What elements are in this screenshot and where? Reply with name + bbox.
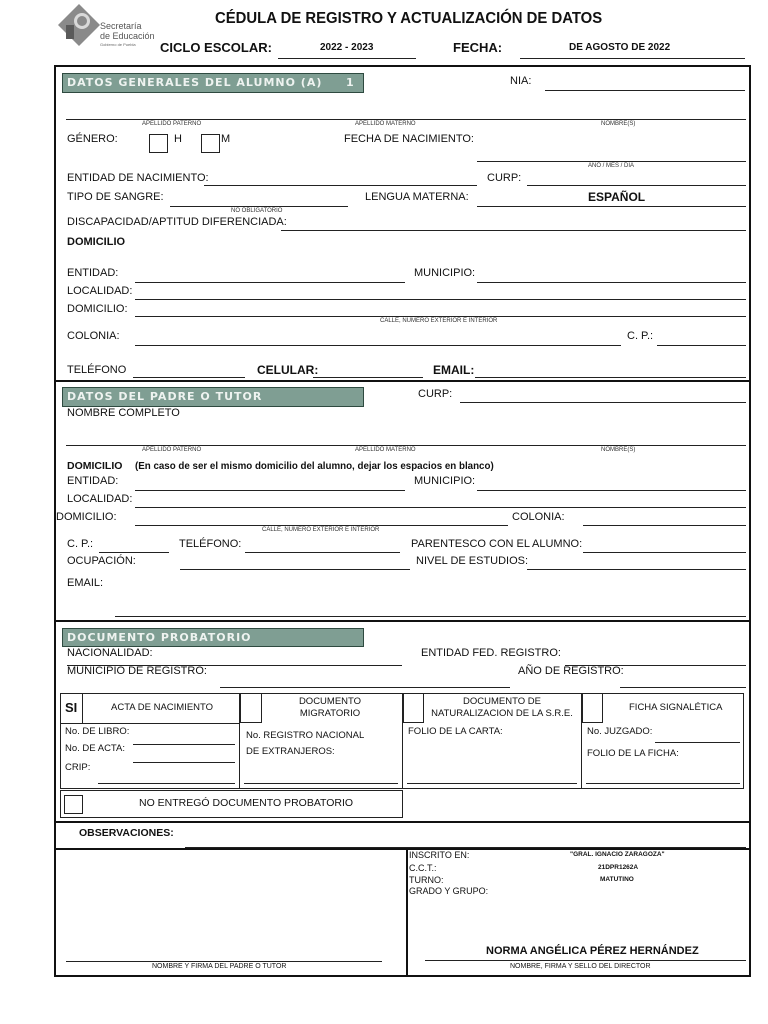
lengua-label: LENGUA MATERNA:	[365, 191, 469, 203]
registro-nac-label: No. REGISTRO NACIONAL	[246, 730, 365, 741]
libro-label: No. DE LIBRO:	[65, 726, 130, 737]
acta-label: ACTA DE NACIMIENTO	[111, 702, 214, 713]
alumno-cp-label: C. P.:	[627, 330, 654, 342]
tutor-calle-hint: CALLE, NUMERO EXTERIOR E INTERIOR	[262, 527, 380, 533]
cct-label: C.C.T.:	[409, 863, 437, 873]
parentesco-label: PARENTESCO CON EL ALUMNO:	[411, 538, 583, 550]
form-title: CÉDULA DE REGISTRO Y ACTUALIZACIÓN DE DATOS	[215, 10, 603, 27]
tutor-name-field[interactable]	[66, 445, 746, 446]
nivel-estudios-field[interactable]	[527, 569, 746, 570]
tutor-email-label: EMAIL:	[67, 577, 104, 589]
lengua-value[interactable]: ESPAÑOL	[588, 190, 646, 204]
no-entrego-label: NO ENTREGÓ DOCUMENTO PROBATORIO	[139, 797, 354, 809]
extranjeros-label: DE EXTRANJEROS:	[246, 746, 335, 757]
alumno-entidad-label: ENTIDAD:	[67, 267, 119, 279]
genero-label: GÉNERO:	[67, 133, 118, 145]
org-name-line3: Gobierno de Puebla	[100, 42, 136, 47]
alumno-email-field[interactable]	[475, 377, 746, 378]
tutor-cp-label: C. P.:	[67, 538, 94, 550]
alumno-localidad-label: LOCALIDAD:	[67, 285, 133, 297]
tutor-curp-field[interactable]	[460, 402, 746, 403]
libro-field[interactable]	[133, 744, 235, 745]
seal-icon	[56, 3, 102, 47]
entidad-nac-label: ENTIDAD DE NACIMIENTO:	[67, 172, 209, 184]
section-alumno-title: DATOS GENERALES DEL ALUMNO (A)	[67, 76, 323, 89]
entidad-fed-field[interactable]	[565, 665, 746, 666]
alumno-curp-field[interactable]	[527, 185, 746, 186]
tutor-localidad-label: LOCALIDAD:	[67, 493, 133, 505]
nia-field[interactable]	[545, 90, 745, 91]
registro-nac-field[interactable]	[244, 783, 398, 784]
firma-padre-line[interactable]	[66, 961, 382, 962]
no-obligatorio-hint: NO OBLIGATORIO	[231, 208, 283, 214]
doc-grid-header-line-1	[60, 723, 239, 724]
sep-logo	[56, 3, 102, 47]
entidad-nac-field[interactable]	[204, 185, 477, 186]
tutor-municipio-label: MUNICIPIO:	[414, 475, 476, 487]
divider-tutor-documento	[54, 620, 751, 622]
doc-grid-divider-si	[82, 693, 83, 723]
tutor-colonia-field[interactable]	[583, 525, 746, 526]
migratorio-label: DOCUMENTO MIGRATORIO	[298, 696, 362, 719]
genero-m-label: M	[221, 133, 231, 145]
org-name-line2: de Educación	[100, 31, 155, 41]
tutor-email-field[interactable]	[115, 616, 746, 617]
director-name: NORMA ANGÉLICA PÉREZ HERNÁNDEZ	[486, 945, 699, 957]
genero-h-label: H	[174, 133, 182, 145]
alumno-email-label: EMAIL:	[433, 363, 475, 377]
alumno-colonia-label: COLONIA:	[67, 330, 120, 342]
acta-no-label: No. DE ACTA:	[65, 743, 126, 754]
crip-label: CRIP:	[65, 762, 91, 773]
alumno-cp-field[interactable]	[657, 345, 746, 346]
alumno-telefono-field[interactable]	[133, 377, 245, 378]
naturalizacion-label: DOCUMENTO DE NATURALIZACION DE LA S.R.E.	[431, 696, 573, 719]
tutor-apellido-paterno-hint: APELLIDO PATERNO	[142, 447, 202, 453]
section-alumno-number: 1	[346, 76, 355, 89]
ficha-label: FICHA SIGNALÉTICA	[629, 702, 723, 713]
divider-documento-observaciones	[54, 821, 751, 823]
entidad-fed-label: ENTIDAD FED. REGISTRO:	[421, 647, 561, 659]
frame-bottom	[54, 975, 751, 977]
genero-m-checkbox[interactable]	[201, 134, 220, 153]
tutor-nombre-label: NOMBRE COMPLETO	[67, 407, 180, 419]
tutor-municipio-field[interactable]	[477, 490, 746, 491]
acta-no-field[interactable]	[133, 762, 235, 763]
alumno-calle-hint: CALLE, NUMERO EXTERIOR E INTERIOR	[380, 318, 498, 324]
nivel-estudios-label: NIVEL DE ESTUDIOS:	[416, 555, 529, 567]
folio-carta-field[interactable]	[407, 783, 577, 784]
frame-top	[54, 65, 751, 67]
firma-padre-label: NOMBRE Y FIRMA DEL PADRE O TUTOR	[152, 963, 287, 970]
tutor-entidad-label: ENTIDAD:	[67, 475, 119, 487]
alumno-domicilio-label: DOMICILIO:	[67, 303, 128, 315]
juzgado-label: No. JUZGADO:	[587, 726, 653, 737]
section-documento-header: DOCUMENTO PROBATORIO	[62, 628, 364, 647]
tutor-colonia-label: COLONIA:	[512, 511, 565, 523]
tutor-apellido-materno-hint: APELLIDO MATERNO	[355, 447, 416, 453]
alumno-celular-field[interactable]	[313, 377, 423, 378]
genero-h-checkbox[interactable]	[149, 134, 168, 153]
alumno-telefono-label: TELÉFONO	[67, 364, 127, 376]
anio-reg-field[interactable]	[620, 687, 746, 688]
fecha-nac-field[interactable]	[477, 161, 746, 162]
tutor-entidad-field[interactable]	[135, 490, 405, 491]
naturalizacion-checkbox[interactable]	[403, 693, 424, 723]
frame-right	[749, 65, 751, 977]
nacionalidad-label: NACIONALIDAD:	[67, 647, 153, 659]
firma-director-line[interactable]	[425, 960, 746, 961]
inscrito-label: INSCRITO EN:	[409, 850, 470, 860]
cct-value: 21DPR1262A	[598, 864, 639, 871]
fecha-value[interactable]: DE AGOSTO DE 2022	[569, 42, 671, 53]
ocupacion-field[interactable]	[180, 569, 410, 570]
fecha-line	[520, 58, 745, 59]
alumno-municipio-label: MUNICIPIO:	[414, 267, 476, 279]
sangre-field[interactable]	[170, 206, 348, 207]
no-entrego-checkbox[interactable]	[64, 795, 83, 814]
ocupacion-label: OCUPACIÓN:	[67, 555, 136, 567]
anio-reg-label: AÑO DE REGISTRO:	[518, 665, 624, 677]
inscrito-value: "GRAL. IGNACIO ZARAGOZA"	[570, 851, 665, 858]
alumno-name-field[interactable]	[66, 119, 746, 120]
ficha-checkbox[interactable]	[582, 693, 603, 723]
alumno-domicilio-field[interactable]	[135, 316, 746, 317]
alumno-curp-label: CURP:	[487, 172, 522, 184]
tutor-domicilio-field[interactable]	[135, 525, 508, 526]
firmas-divider	[406, 848, 408, 977]
alumno-localidad-field[interactable]	[135, 299, 746, 300]
alumno-entidad-field[interactable]	[135, 282, 405, 283]
alumno-nombres-hint: NOMBRE(S)	[601, 121, 636, 127]
divider-alumno-tutor	[54, 380, 751, 382]
folio-ficha-label: FOLIO DE LA FICHA:	[587, 748, 679, 759]
ciclo-label: CICLO ESCOLAR:	[160, 40, 272, 55]
alumno-colonia-field[interactable]	[135, 345, 621, 346]
tutor-localidad-field[interactable]	[135, 507, 746, 508]
tutor-domicilio-label: DOMICILIO:	[56, 511, 117, 523]
municipio-reg-label: MUNICIPIO DE REGISTRO:	[67, 665, 207, 677]
tutor-cp-field[interactable]	[99, 552, 169, 553]
alumno-apellido-paterno-hint: APELLIDO PATERNO	[142, 121, 202, 127]
alumno-domicilio-title: DOMICILIO	[67, 236, 126, 248]
lengua-field	[477, 206, 746, 207]
discapacidad-label: DISCAPACIDAD/APTITUD DIFERENCIADA:	[67, 216, 287, 228]
tutor-domicilio-title: DOMICILIO	[67, 460, 123, 472]
tutor-nombres-hint: NOMBRE(S)	[601, 447, 636, 453]
juzgado-field[interactable]	[655, 742, 740, 743]
ciclo-value[interactable]: 2022 - 2023	[320, 42, 374, 53]
nacionalidad-field[interactable]	[67, 665, 402, 666]
fecha-nac-label: FECHA DE NACIMIENTO:	[344, 133, 474, 145]
tutor-domicilio-note: (En caso de ser el mismo domicilio del alumno, dejar los espacios en blanco)	[135, 460, 494, 472]
sangre-label: TIPO DE SANGRE:	[67, 191, 164, 203]
folio-ficha-field[interactable]	[586, 783, 740, 784]
org-name-line1: Secretaría	[100, 21, 142, 31]
crip-field[interactable]	[98, 783, 235, 784]
divider-observaciones-firmas	[54, 848, 751, 850]
alumno-celular-label: CELULAR:	[257, 363, 319, 377]
fecha-label: FECHA:	[453, 40, 503, 55]
alumno-municipio-field[interactable]	[477, 282, 746, 283]
migratorio-checkbox[interactable]	[240, 693, 262, 723]
si-label[interactable]: SI	[65, 700, 78, 715]
discapacidad-field[interactable]	[281, 230, 746, 231]
section-alumno-header	[62, 73, 364, 93]
ciclo-line	[278, 58, 416, 59]
municipio-reg-field[interactable]	[220, 687, 510, 688]
alumno-apellido-materno-hint: APELLIDO MATERNO	[355, 121, 416, 127]
nia-label: NIA:	[510, 75, 532, 87]
firma-director-label: NOMBRE, FIRMA Y SELLO DEL DIRECTOR	[510, 963, 651, 970]
turno-label: TURNO:	[409, 875, 444, 885]
observaciones-label: OBSERVACIONES:	[79, 827, 174, 839]
parentesco-field[interactable]	[583, 552, 746, 553]
section-tutor-header: DATOS DEL PADRE O TUTOR	[62, 387, 364, 407]
tutor-telefono-label: TELÉFONO:	[179, 538, 242, 550]
folio-carta-label: FOLIO DE LA CARTA:	[408, 726, 503, 737]
tutor-telefono-field[interactable]	[245, 552, 400, 553]
turno-value: MATUTINO	[600, 876, 634, 883]
grado-label: GRADO Y GRUPO:	[409, 886, 489, 896]
fecha-format-hint: AÑO / MES / DIA	[588, 163, 635, 169]
tutor-curp-label: CURP:	[418, 388, 453, 400]
